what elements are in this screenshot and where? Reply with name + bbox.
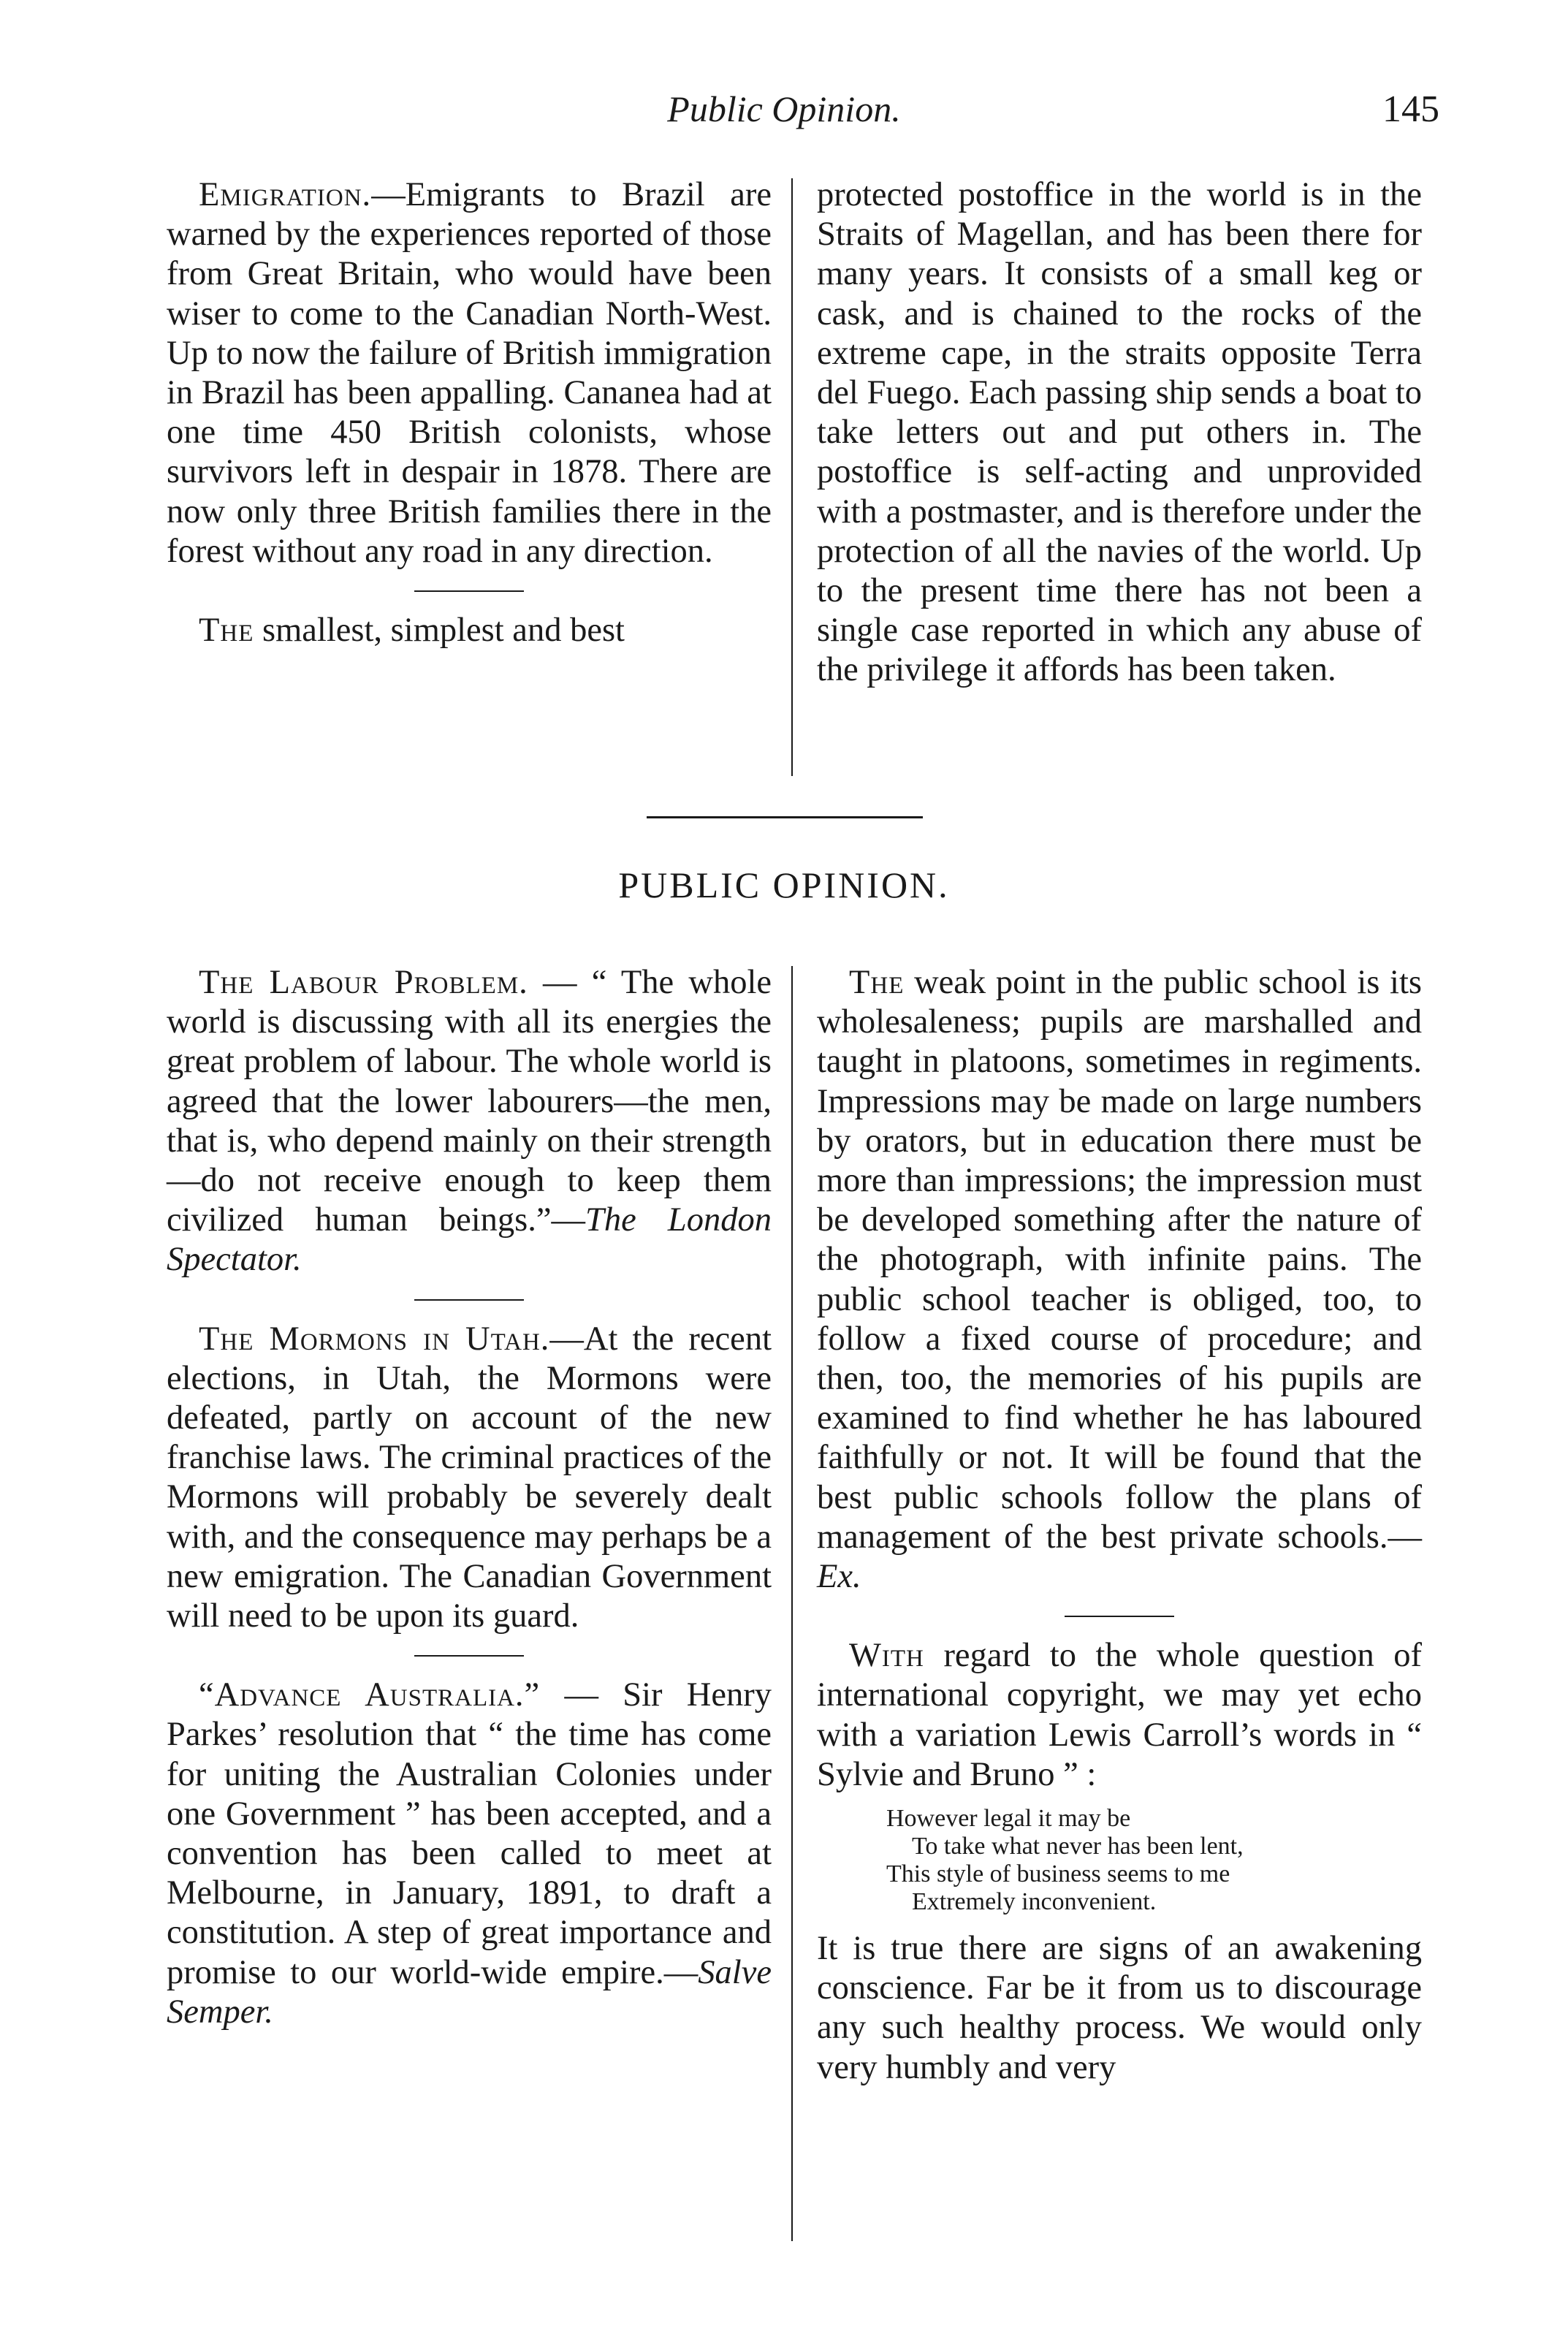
copyright-paragraph bbox=[817, 1636, 1422, 1795]
australia-text: — Sir Henry Parkes’ resolution that “ the time has come for uniting the Australian Colonies under one Government ” has been accepted, and a convention has been called to meet at Melbourne, in January, 1891, to draft a constitution. A step of great importance and promise to our world-wide empire.— bbox=[167, 1676, 772, 1991]
labour-lead: The Labour Problem. bbox=[199, 964, 528, 1001]
mormons-text: —At the recent elections, in Utah, the Mormons were defeated, partly on account of the new franchise laws. The criminal practices of the Mormons will probably be severely dealt with, and the consequence may perhaps be a new emigration. The Canadian Government will need to be upon its guard. bbox=[167, 1320, 772, 1635]
bottom-column-divider bbox=[791, 966, 793, 2241]
section-rule bbox=[647, 816, 923, 818]
postoffice-paragraph-continued: protected postoffice in the world is in the Straits of Magellan, and has been there for many years. It consists of a small keg or cask, and is chained to the rocks of the extreme cape, in the straits opposite Terra del Fuego. Each passing ship sends a boat to take letters out and put others in. The postoffice is self-acting and unprovided with a postmaster, and is therefore under the protection of all the navies of the world. Up to the present time there has not been a single case reported in which any abuse of the privilege it affords has been taken. bbox=[817, 176, 1422, 689]
paragraph-separator bbox=[1065, 1616, 1174, 1617]
copyright-lead: With bbox=[849, 1637, 924, 1675]
top-left-column bbox=[167, 175, 772, 650]
school-lead: The bbox=[849, 964, 905, 1001]
labour-paragraph bbox=[167, 963, 772, 1280]
running-head bbox=[0, 88, 1568, 139]
mormons-lead: The Mormons in Utah. bbox=[199, 1320, 550, 1358]
section-heading: PUBLIC OPINION. bbox=[618, 864, 950, 905]
verse-line: To take what never has been lent, bbox=[912, 1833, 1244, 1860]
postoffice-lead: The bbox=[199, 612, 254, 650]
verse-line: However legal it may be bbox=[886, 1805, 1131, 1833]
paragraph-separator bbox=[414, 1655, 524, 1657]
school-text: weak point in the public school is its wholesaleness; pupils are marshalled and taught in platoons, sometimes in regiments. Impressions may be made on large numbers by orators, but in education there must be more than impressions; the impression must be developed something after the nature of the photograph, with infinite pains. The public school teacher is obliged, too, to follow a fixed course of procedure; and then, too, the memories of his pupils are examined to find whether he has laboured faithfully or not. It will be found that the best public schools follow the plans of management of the best private schools.— bbox=[817, 964, 1422, 1556]
running-title: Public Opinion. bbox=[667, 88, 901, 129]
australia-paragraph bbox=[167, 1676, 772, 2032]
closing-paragraph: It is true there are signs of an awakening conscience. Far be it from us to discourage any such healthy process. We would only very humbly and very bbox=[817, 1930, 1422, 2086]
copyright-text: regard to the whole question of international copyright, we may yet echo with a variation Lewis Carroll’s words in “ Sylvie and Bruno ” : bbox=[817, 1637, 1422, 1793]
verse-quote bbox=[817, 1805, 1422, 1916]
bottom-left-column bbox=[167, 963, 772, 2032]
emigration-lead: Emigration. bbox=[199, 176, 372, 213]
verse-line: Extremely inconvenient. bbox=[912, 1888, 1157, 1916]
top-right-column bbox=[817, 175, 1422, 691]
school-source: Ex. bbox=[817, 1558, 861, 1596]
paragraph-separator bbox=[414, 1299, 524, 1301]
page-number: 145 bbox=[1382, 88, 1439, 130]
mormons-paragraph bbox=[167, 1320, 772, 1637]
labour-source: The London Spectator. bbox=[167, 1201, 772, 1279]
verse-line: This style of business seems to me bbox=[886, 1860, 1230, 1888]
emigration-paragraph bbox=[167, 175, 772, 571]
school-paragraph bbox=[817, 963, 1422, 1597]
bottom-right-column bbox=[817, 963, 1422, 2088]
australia-source: Salve Semper. bbox=[167, 1953, 772, 2031]
australia-lead: “Advance Australia.” bbox=[199, 1676, 541, 1714]
postoffice-text-left: smallest, simplest and best bbox=[254, 612, 625, 650]
labour-text: — “ The whole world is discussing with all its energies the great problem of labour. The whole world is agreed that the lower labourers—the men, that is, who depend mainly on their strength —do not receive enough to keep them civilized human beings.”— bbox=[167, 964, 772, 1239]
top-column-divider bbox=[791, 178, 793, 776]
paragraph-separator bbox=[414, 590, 524, 592]
emigration-text: —Emigrants to Brazil are warned by the experiences reported of those from Great Britain, who would have been wiser to come to the Canadian North-West. Up to now the failure of British immigration in Brazil has been appalling. Cananea had at one time 450 British colonists, whose survivors left in despair in 1878. There are now only three British families there in the forest without any road in any direction. bbox=[167, 176, 772, 570]
postoffice-paragraph-start bbox=[167, 611, 772, 650]
